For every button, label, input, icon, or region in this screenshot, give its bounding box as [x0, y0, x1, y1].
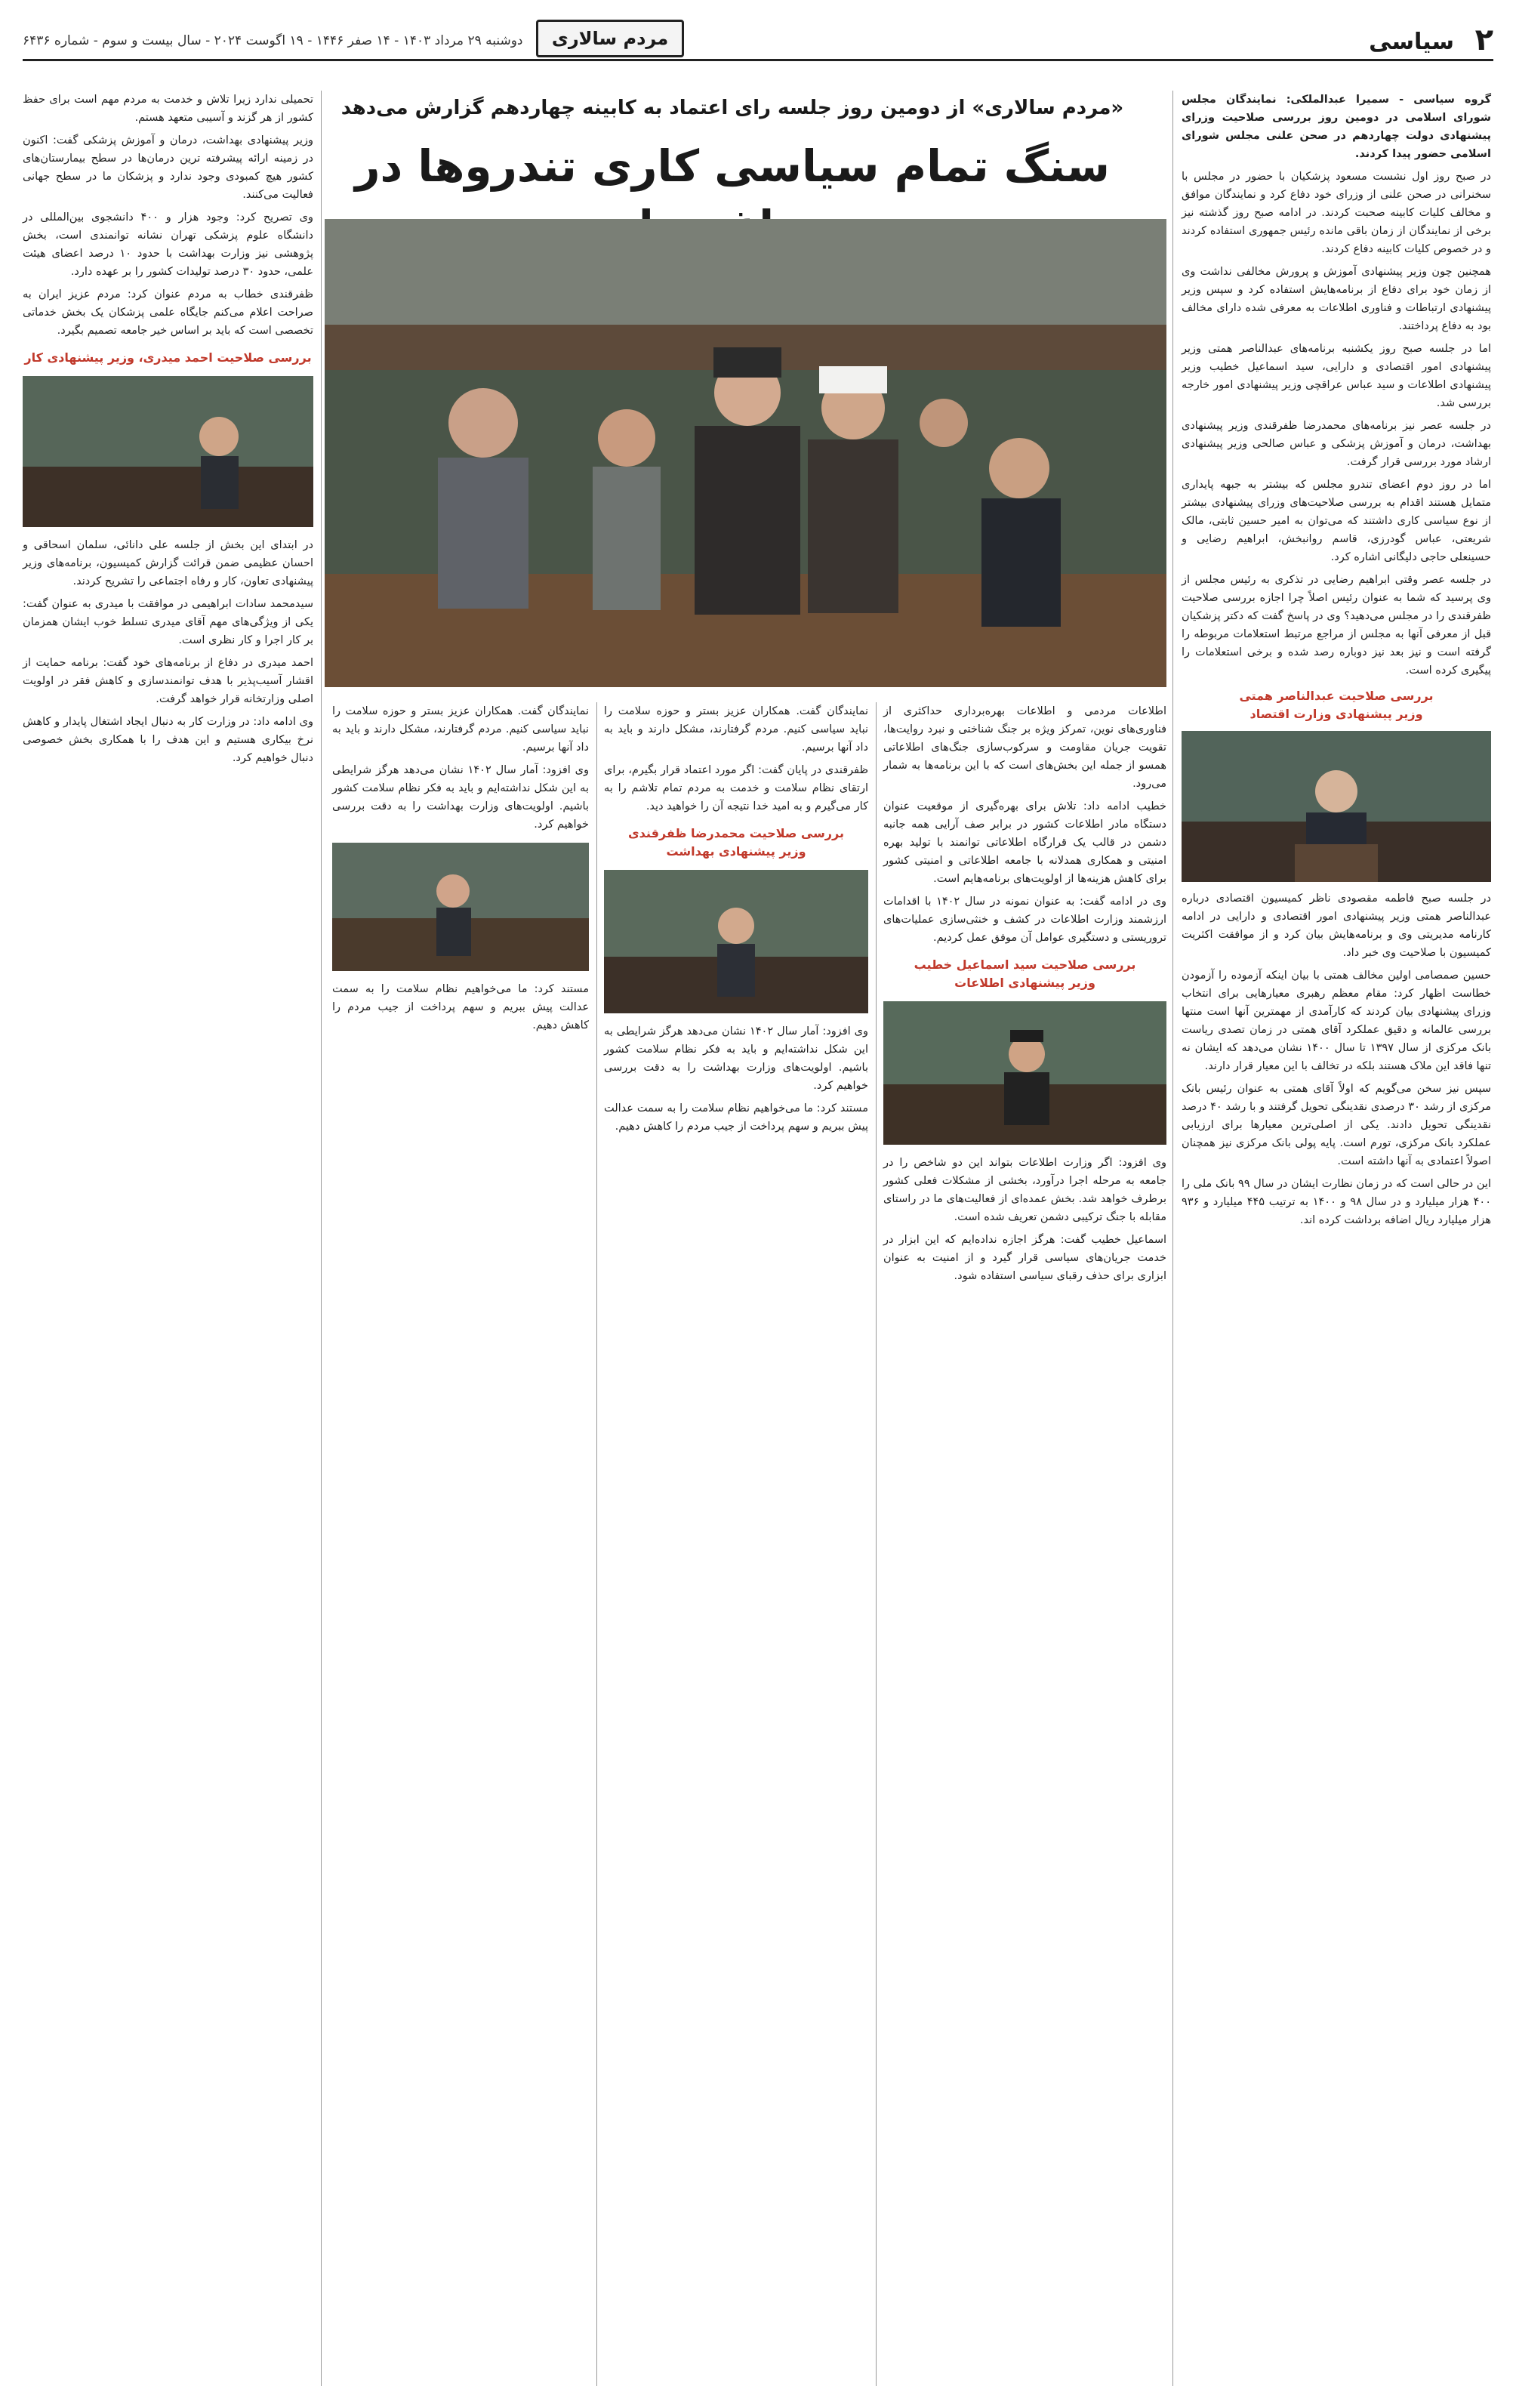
paragraph: حسین صمصامی اولین مخالف همتی با بیان اینکه آزموده را آزمودن خطاست اظهار کرد: مقام معظم رهبری معیارهایی برای انتخاب وزرای پیشنهادی بیان کردند که کارآمدی از مهمترین آنها است منتها بررسی عالمانه و دقیق عملکرد آقای همتی در زمان تصدی ریاست بانک مرکزی از سال ۱۳۹۷ تا سال ۱۴۰۰ نشان می‌دهد که ایشان نه تنها فاقد این ملاک هستند بلکه در تخالف با این معیار قرار دارند.	[1182, 970, 1492, 1072]
column-2	[883, 702, 1166, 1290]
photo-caption-meydari: بررسی صلاحیت احمد میدری، وزیر پیشنهادی کار	[24, 350, 312, 365]
column-divider	[876, 702, 877, 2386]
paragraph: این در حالی است که در زمان نظارت ایشان در سال ۹۹ بانک ملی را ۴۰۰ هزار میلیارد و در سال ۹۸ و ۱۴۰۰ به ترتیب ۴۴۵ میلیارد و ۹۳۶ هزار میلیارد ریال اضافه برداشت کرده اند.	[1182, 1178, 1491, 1226]
article-kicker: «مردم سالاری» از دومین روز جلسه رای اعتماد به کابینه چهاردهم گزارش می‌دهد	[340, 97, 1124, 119]
paragraph: نمایندگان گفت. همکاران عزیز بستر و حوزه سلامت را نباید سیاسی کنیم. مردم گرفتارند، مشکل دارند و باید به داد آنها برسیم.	[332, 705, 589, 754]
paragraph: مستند کرد: ما می‌خواهیم نظام سلامت را به سمت عدالت پیش ببریم و سهم پرداخت از جیب مردم را کاهش دهیم.	[332, 983, 589, 1031]
paragraph: تحمیلی ندارد زیرا تلاش و خدمت به مردم مهم است برای حفظ کشور از هر گزند و آسیبی متعهد هستم.	[23, 94, 313, 124]
paragraph: سیدمحمد سادات ابراهیمی در موافقت با میدری به عنوان گفت: یکی از ویژگی‌های مهم آقای میدری تسلط خوب ایشان همزمان بر کار اجرا و کار نظری است.	[23, 598, 313, 646]
khatib-photo	[883, 1001, 1166, 1145]
paragraph: در صبح روز اول نشست مسعود پزشکیان با حضور در مجلس با سخنرانی در صحن علنی از وزرای خود دفاع کرد و نمایندگان موافق و مخالف کلیات کابینه صحبت کردند. در ادامه صبح روز گذشته نیز برخی از نمایندگان از زمان باقی مانده رئیس جمهوری استفاده کردند و در خصوص کلیات کابینه دفاع کردند.	[1182, 171, 1491, 255]
meydari-photo	[23, 376, 313, 527]
zafarghandi-photo-art	[604, 870, 868, 1013]
column-divider	[321, 91, 322, 2386]
khatib-photo-art	[883, 1001, 1166, 1145]
header-rule	[23, 59, 1493, 61]
hero-photo	[325, 219, 1166, 687]
parliament-photo-art	[325, 219, 1166, 687]
hemmati-photo	[1182, 731, 1491, 882]
paragraph: وی تصریح کرد: وجود هزار و ۴۰۰ دانشجوی بین‌المللی در دانشگاه علوم پزشکی تهران نشانه توانمندی است، بخش پژوهشی نیز وزارت بهداشت با حدود ۱۰ درصد اعضای هیئت علمی، حدود ۳۰ درصد تولیدات کشور را بر عهده دارد.	[23, 211, 313, 278]
photo-caption-zafarghandi: بررسی صلاحیت محمدرضا ظفرقندی وزیر پیشنهادی بهداشت	[628, 826, 844, 859]
paragraph: سپس نیز سخن می‌گویم که اولاً آقای همتی به عنوان رئیس بانک مرکزی از رشد ۳۰ درصدی نقدینگی تحویل گرفتند و با رشد ۴۰ درصد نقدینگی تحویل دادند. یکی از اصلی‌ترین معیارها برای ارزیابی عملکرد بانک مرکزی، تورم است. پایه پولی بانک مرکزی نیز همچنان اصولاً اعتمادی به آنها داشته است.	[1182, 1083, 1491, 1167]
paragraph: نمایندگان گفت. همکاران عزیز بستر و حوزه سلامت را نباید سیاسی کنیم. مردم گرفتارند، مشکل دارند و باید به داد آنها برسیم.	[604, 705, 868, 754]
paragraph: مستند کرد: ما می‌خواهیم نظام سلامت را به سمت عدالت پیش ببریم و سهم پرداخت از جیب مردم را کاهش دهیم.	[604, 1102, 868, 1133]
paragraph: خطیب ادامه داد: تلاش برای بهره‌گیری از موقعیت عنوان دستگاه مادر اطلاعات کشور در برابر صف آرایی همه جانبه دشمن در قالب یک قرارگاه اطلاعاتی توانمند با تولید بهره امنیتی و همکاری همدلانه با جامعه اطلاعاتی و امنیتی کشور برای کاهش هزینه‌ها از اولویت‌های برنامه‌هایم است.	[883, 800, 1166, 885]
paragraph: وی افزود: آمار سال ۱۴۰۲ نشان می‌دهد هرگز شرایطی به این شکل نداشته‌ایم و باید به فکر نظام سلامت کشور باشیم. اولویت‌های وزارت بهداشت را به دقت بررسی خواهیم کرد.	[604, 1025, 868, 1092]
paragraph: اطلاعات مردمی و اطلاعات بهره‌برداری حداکثری از فناوری‌های نوین، تمرکز ویژه بر جنگ شناختی و نبرد روایت‌ها، تقویت جریان مقاومت و سرکوب‌سازی جنگ‌های اطلاعاتی همسو از جمله این بخش‌های است که با این برنامه‌ها به شمار می‌رود.	[883, 705, 1166, 790]
photo-caption-khatib: بررسی صلاحیت سید اسماعیل خطیب وزیر پیشنهادی اطلاعات	[914, 957, 1136, 990]
section-name: سیاسی	[1369, 29, 1454, 55]
minister-photo	[332, 843, 589, 971]
column-3b	[332, 702, 589, 1039]
zafarghandi-photo	[604, 870, 868, 1013]
paragraph: در جلسه عصر وقتی ابراهیم رضایی در تذکری به رئیس مجلس از وی پرسید که شما به عنوان رئیس اصلاً چرا اجازه بررسی صلاحیت ظفرقندی را در مجلس می‌دهید؟ وی در پاسخ گفت که دکتر پزشکیان قبل از معرفی آنها به مجلس از مراجع مرتبط استعلامات مربوطه را گرفته است و نیز بعد نیز دوباره رصد شده و برخی استعلامات را پیگیری کرده است.	[1182, 574, 1491, 677]
paragraph: وی افزود: اگر وزارت اطلاعات بتواند این دو شاخص را در جامعه به مرحله اجرا درآورد، بخشی از مشکلات فعلی کشور برطرف خواهد شد. بخش عمده‌ای از فعالیت‌های ما در راستای مقابله با جنگ ترکیبی دشمن تعریف شده است.	[883, 1157, 1166, 1223]
paragraph: گروه سیاسی - سمیرا عبدالملکی: نمایندگان مجلس شورای اسلامی در دومین روز بررسی صلاحیت وزرای پیشنهادی دولت چهاردهم در صحن علنی مجلس شورای اسلامی حضور پیدا کردند.	[1182, 94, 1491, 160]
paragraph: ظفرقندی در پایان گفت: اگر مورد اعتماد قرار بگیرم، برای ارتقای نظام سلامت و خدمت به مردم تمام تلاشم را به کار می‌گیرم و به امید خدا نتیجه آن را خواهید دید.	[604, 764, 868, 812]
column-1	[1182, 91, 1491, 1234]
paragraph: وزیر پیشنهادی بهداشت، درمان و آموزش پزشکی گفت: اکنون در زمینه ارائه پیشرفته ترین درمان‌ها در سطح بیمارستان‌های کشور هیچ کمبودی وجود ندارد و پزشکان ما در سطح جهانی فعالیت می‌کنند.	[23, 134, 313, 201]
paragraph: در ابتدای این بخش از جلسه علی دانائی، سلمان اسحاقی و احسان عظیمی ضمن قرائت گزارش کمیسیون، برنامه‌های وزیر پیشنهادی تعاون، کار و رفاه اجتماعی را تشریح کردند.	[23, 539, 313, 587]
hemmati-photo-art	[1182, 731, 1491, 882]
column-4	[23, 91, 313, 772]
paragraph: در جلسه عصر نیز برنامه‌های محمدرضا ظفرقندی وزیر پیشنهادی بهداشت، درمان و آموزش پزشکی و عباس صالحی وزیر پیشنهادی ارشاد مورد بررسی قرار گرفت.	[1182, 420, 1491, 468]
paragraph: همچنین چون وزیر پیشنهادی آموزش و پرورش مخالفی نداشت وی از زمان خود برای دفاع از برنامه‌هایش استفاده کرد و سپس وزیر پیشنهادی ارتباطات و فناوری اطلاعات به معرفی شده دارای مخالف بود به دفاع پرداختند.	[1182, 266, 1491, 332]
column-divider	[596, 702, 597, 2386]
paragraph: در جلسه صبح فاطمه مقصودی ناظر کمیسیون اقتصادی درباره عبدالناصر همتی وزیر پیشنهادی امور اقتصادی و دارایی در ادامه کارنامه مدیریتی وی و برنامه‌هایش بیان کرد و از موافقت اکثریت کمیسیون با صلاحیت وی خبر داد.	[1182, 893, 1491, 959]
paragraph: وی ادامه داد: در وزارت کار به دنبال ایجاد اشتغال پایدار و کاهش نرخ بیکاری هستیم و این هدف را با همکاری بخش خصوصی دنبال خواهیم کرد.	[23, 716, 313, 764]
column-3	[604, 702, 868, 1140]
paragraph: اما در روز دوم اعضای تندرو مجلس که بیشتر به جبهه پایداری متمایل هستند اقدام به بررسی صلاحیت‌های وزرای پیشنهادی بیشتر از نوع سیاسی کاری داشتند که می‌توان به امیر حسین ثابتی، مالک شریعتی، عباس گودرزی، قاسم روانبخش، ابراهیم رضایی و حسینعلی حاجی دلیگانی اشاره کرد.	[1182, 479, 1491, 563]
article-headline: سنگ تمام سیاسی کاری تندروها در	[355, 140, 1110, 192]
meydari-photo-art	[23, 376, 313, 527]
minister-photo-art	[332, 843, 589, 971]
dateline: دوشنبه ۲۹ مرداد ۱۴۰۳ - ۱۴ صفر ۱۴۴۶ - ۱۹ اگوست ۲۰۲۴ - سال بیست و سوم - شماره ۶۴۳۶	[23, 33, 523, 48]
column-divider	[1172, 91, 1173, 2386]
paragraph: احمد میدری در دفاع از برنامه‌های خود گفت: برنامه حمایت از اقشار آسیب‌پذیر با هدف توانمندسازی و کاهش فقر در اولویت اصلی وزارتخانه قرار خواهد گرفت.	[23, 657, 313, 705]
paragraph: وی در ادامه گفت: به عنوان نمونه در سال ۱۴۰۲ با اقدامات ارزشمند وزارت اطلاعات در کشف و خنثی‌سازی عملیات‌های تروریستی و دستگیری عوامل آن موفق عمل کردیم.	[883, 896, 1166, 944]
photo-caption-hemmati: بررسی صلاحیت عبدالناصر همتی وزیر پیشنهادی وزارت اقتصاد	[1239, 689, 1434, 721]
masthead	[23, 20, 1493, 74]
paragraph: وی افزود: آمار سال ۱۴۰۲ نشان می‌دهد هرگز شرایطی به این شکل نداشته‌ایم و باید به فکر نظام سلامت کشور باشیم. اولویت‌های وزارت بهداشت را به دقت بررسی خواهیم کرد.	[332, 764, 589, 831]
newspaper-logo: مردم سالاری	[536, 20, 684, 57]
paragraph: اما در جلسه صبح روز یکشنبه برنامه‌های عبدالناصر همتی وزیر پیشنهادی امور اقتصادی و دارایی، سید اسماعیل خطیب وزیر پیشنهادی اطلاعات و سید عباس عراقچی وزیر پیشنهادی امور خارجه بررسی شد.	[1182, 343, 1491, 409]
paragraph: ظفرقندی خطاب به مردم عنوان کرد: مردم عزیز ایران به صراحت اعلام می‌کنم جایگاه علمی پزشکان یک بخش خدماتی تخصصی است که باید بر اساس خیر جامعه تصمیم بگیرد.	[23, 288, 313, 337]
paragraph: اسماعیل خطیب گفت: هرگز اجازه نداده‌ایم که این ابزار در خدمت جریان‌های سیاسی قرار گیرد و از امنیت به عنوان ابزاری برای حذف رقبای سیاسی استفاده شود.	[883, 1234, 1166, 1282]
page-number: ۲	[1474, 23, 1493, 57]
